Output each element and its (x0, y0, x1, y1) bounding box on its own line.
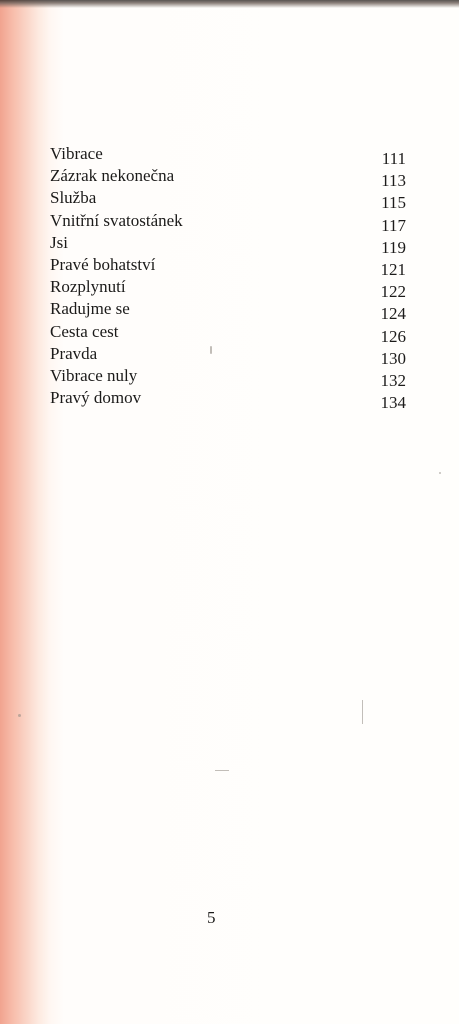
toc-entry-page: 134 (380, 393, 406, 413)
toc-entry (50, 344, 406, 366)
paper-speck (362, 700, 363, 724)
toc-entry-title: Vnitřní svatostánek (50, 210, 183, 230)
toc-entry (50, 277, 406, 302)
toc-entry-title: Zázrak nekonečna (50, 166, 175, 186)
toc-entry-page: 113 (381, 171, 406, 191)
paper-speck (215, 770, 229, 771)
toc-entry (50, 166, 406, 191)
toc-entry-title: Pravda (50, 343, 98, 363)
toc-entry-page: 121 (380, 259, 406, 279)
toc-entry-title: Rozplynutí (50, 277, 126, 297)
toc-entry (50, 366, 406, 388)
toc-entry (50, 233, 406, 255)
toc-entry-title: Pravé bohatství (50, 254, 156, 274)
paper-speck (210, 346, 212, 354)
toc-entry-page: 132 (380, 370, 406, 390)
toc-entry (50, 299, 406, 324)
toc-entry (50, 322, 406, 344)
toc-entry (50, 255, 406, 277)
toc-entry-title: Radujme se (50, 299, 130, 319)
toc-entry-page: 119 (381, 237, 406, 257)
toc-entry-title: Cesta cest (50, 321, 119, 341)
paper-speck (18, 714, 21, 717)
toc-entry-page: 111 (381, 149, 406, 168)
toc-entry (50, 188, 406, 213)
page-top-edge (0, 0, 459, 8)
toc-entry-title: Jsi (50, 232, 68, 252)
toc-entry-title: Služba (50, 188, 97, 208)
toc-entry (50, 144, 406, 166)
toc-entry-title: Vibrace nuly (50, 365, 138, 385)
table-of-contents (50, 144, 406, 413)
toc-entry-title: Vibrace (50, 144, 103, 163)
toc-entry-page: 122 (380, 282, 406, 302)
toc-entry-page: 126 (380, 326, 406, 346)
toc-entry-page: 124 (380, 304, 406, 324)
page-number: 5 (207, 908, 216, 927)
toc-entry-title: Pravý domov (50, 388, 142, 408)
toc-entry-page: 115 (381, 193, 406, 213)
paper-speck (439, 472, 441, 474)
toc-entry-page: 117 (381, 215, 406, 235)
toc-entry-page: 130 (380, 348, 406, 368)
toc-entry (50, 211, 406, 233)
toc-entry (50, 388, 406, 413)
